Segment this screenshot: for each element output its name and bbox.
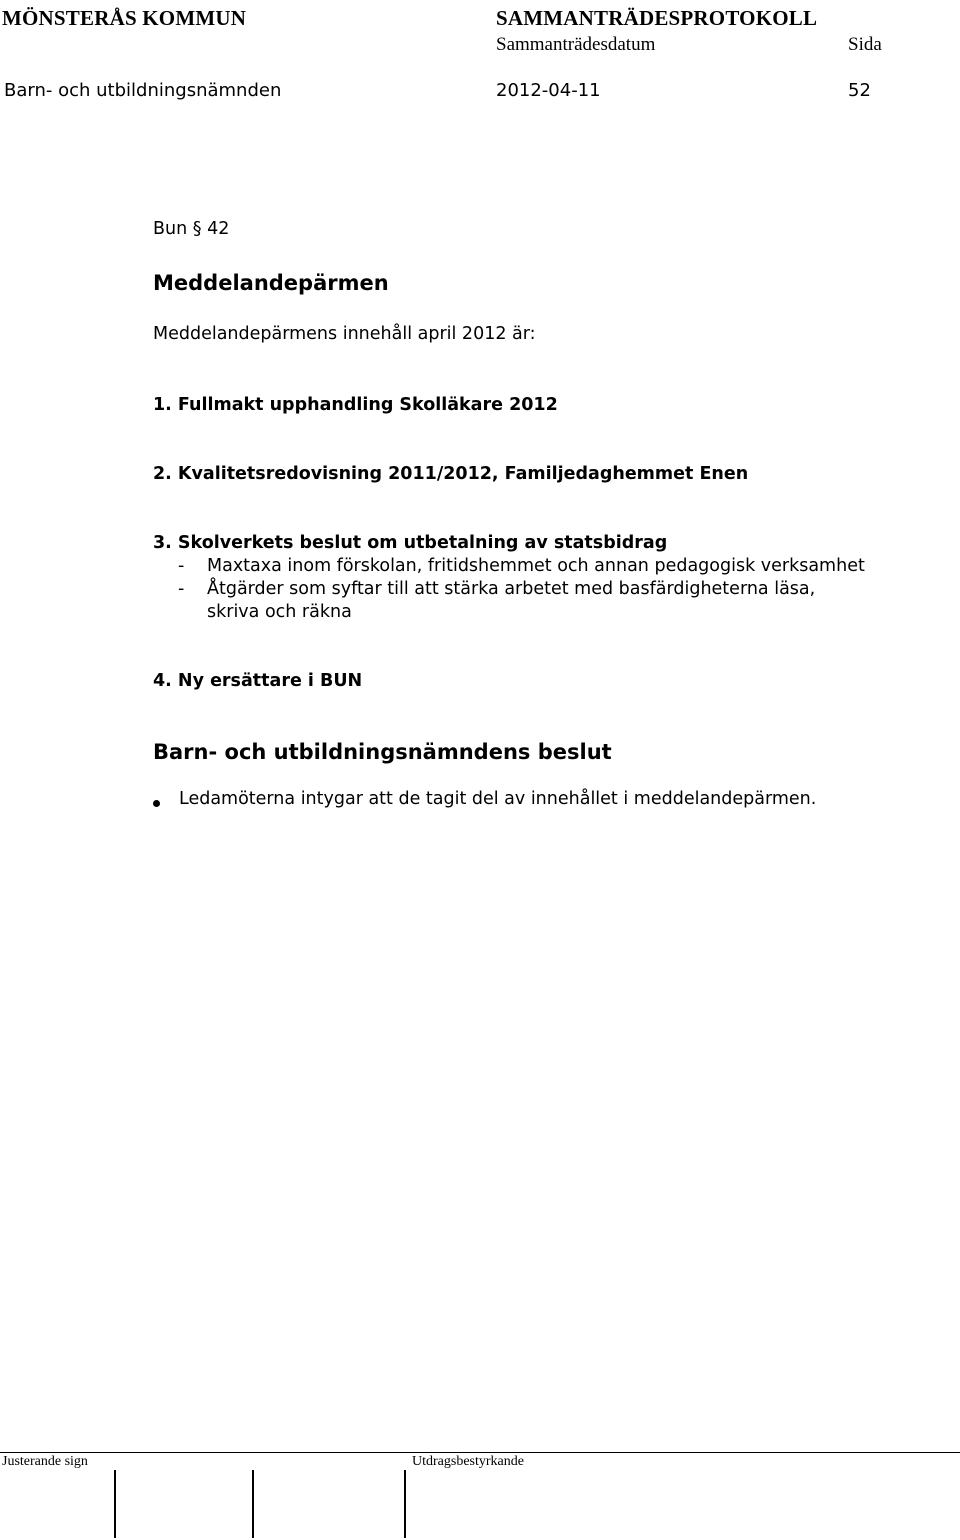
page-label: Sida <box>848 34 882 55</box>
list-item: 4. Ny ersättare i BUN <box>153 671 363 691</box>
signature-box-divider <box>252 1470 254 1538</box>
organization-name: MÖNSTERÅS KOMMUN <box>2 6 247 30</box>
footer-divider <box>0 1452 960 1453</box>
list-item: 2. Kvalitetsredovisning 2011/2012, Familjedaghemmet Enen <box>153 464 749 484</box>
section-title: Meddelandepärmen <box>153 271 389 295</box>
page-number: 52 <box>848 80 871 101</box>
document-type: SAMMANTRÄDESPROTOKOLL <box>496 6 818 30</box>
meeting-date: 2012-04-11 <box>496 80 601 101</box>
adjusting-signature-label: Justerande sign <box>2 1454 88 1469</box>
sub-item-text-continued: skriva och räkna <box>207 602 352 622</box>
intro-text: Meddelandepärmens innehåll april 2012 är: <box>153 324 536 344</box>
meeting-date-label: Sammanträdesdatum <box>496 34 656 55</box>
case-number: Bun § 42 <box>153 219 230 239</box>
sub-item-dash: - <box>178 556 185 576</box>
bullet-icon <box>153 800 160 807</box>
decision-heading: Barn- och utbildningsnämndens beslut <box>153 740 612 764</box>
signature-box-divider <box>114 1470 116 1538</box>
board-name: Barn- och utbildningsnämnden <box>4 80 282 101</box>
sub-item-text: Maxtaxa inom förskolan, fritidshemmet och annan pedagogisk verksamhet <box>207 556 865 576</box>
list-item: 3. Skolverkets beslut om utbetalning av statsbidrag <box>153 533 668 553</box>
sub-item-dash: - <box>178 579 185 599</box>
list-item: 1. Fullmakt upphandling Skolläkare 2012 <box>153 395 558 415</box>
sub-item-text: Åtgärder som syftar till att stärka arbetet med basfärdigheterna läsa, <box>207 579 816 599</box>
decision-bullet: Ledamöterna intygar att de tagit del av innehållet i meddelandepärmen. <box>179 789 817 809</box>
signature-box-divider <box>404 1470 406 1538</box>
extract-certification-label: Utdragsbestyrkande <box>412 1454 524 1469</box>
